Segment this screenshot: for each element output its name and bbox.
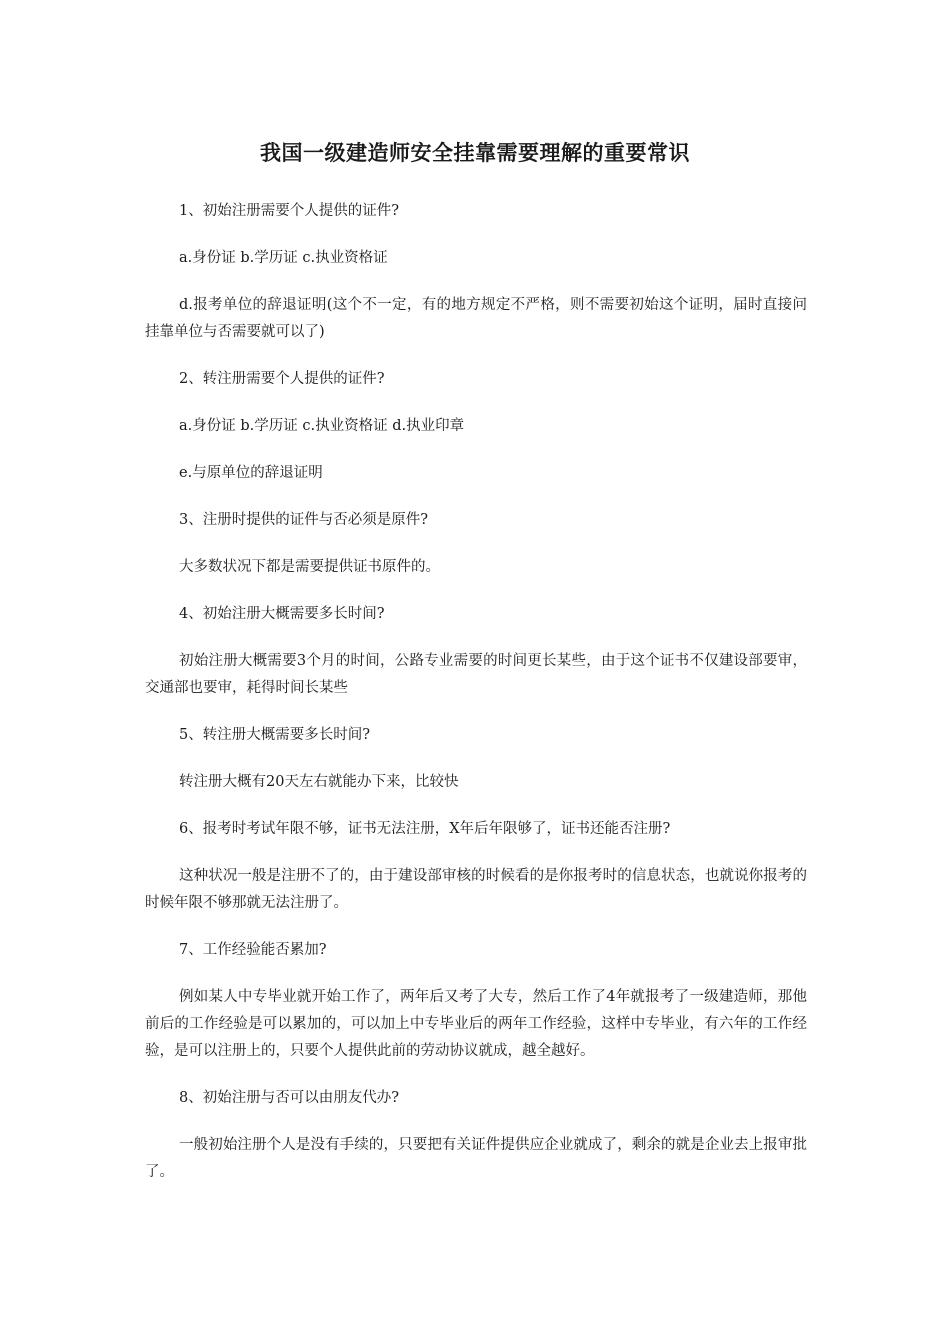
answer-7: 例如某人中专毕业就开始工作了，两年后又考了大专，然后工作了4年就报考了一级建造师，那他前后的工作经验是可以累加的，可以加上中专毕业后的两年工作经验，这样中专毕业，有六年的工作经验，是可以注册上的，只要个人提供此前的劳动协议就成，越全越好。 [145, 989, 807, 1059]
document-body [145, 198, 807, 1206]
question-6: 6、报考时考试年限不够，证书无法注册，X年后年限够了，证书还能否注册? [179, 821, 671, 837]
document-title: 我国一级建造师安全挂靠需要理解的重要常识 [260, 140, 690, 165]
answer-8: 一般初始注册个人是没有手续的，只要把有关证件提供应企业就成了，剩余的就是企业去上报审批了。 [145, 1137, 807, 1180]
question-1: 1、初始注册需要个人提供的证件? [179, 203, 399, 219]
answer-5: 转注册大概有20天左右就能办下来，比较快 [179, 774, 459, 790]
question-5: 5、转注册大概需要多长时间? [179, 727, 370, 743]
answer-4: 初始注册大概需要3个月的时间，公路专业需要的时间更长某些，由于这个证书不仅建设部要审，交通部也要审，耗得时间长某些 [145, 653, 807, 696]
question-2: 2、转注册需要个人提供的证件? [179, 371, 385, 387]
question-3: 3、注册时提供的证件与否必须是原件? [179, 512, 428, 528]
question-7: 7、工作经验能否累加? [179, 942, 327, 958]
answer-2-line-1: a.身份证 b.学历证 c.执业资格证 d.执业印章 [179, 418, 465, 434]
answer-6: 这种状况一般是注册不了的，由于建设部审核的时候看的是你报考时的信息状态，也就说你报考的时候年限不够那就无法注册了。 [145, 868, 807, 911]
question-8: 8、初始注册与否可以由朋友代办? [179, 1090, 399, 1106]
answer-1-line-2: d.报考单位的辞退证明(这个不一定，有的地方规定不严格，则不需要初始这个证明，届时直接问挂靠单位与否需要就可以了) [145, 297, 807, 340]
answer-3: 大多数状况下都是需要提供证书原件的。 [179, 559, 440, 575]
question-4: 4、初始注册大概需要多长时间? [179, 606, 385, 622]
answer-2-line-2: e.与原单位的辞退证明 [179, 465, 323, 481]
answer-1-line-1: a.身份证 b.学历证 c.执业资格证 [179, 250, 388, 266]
